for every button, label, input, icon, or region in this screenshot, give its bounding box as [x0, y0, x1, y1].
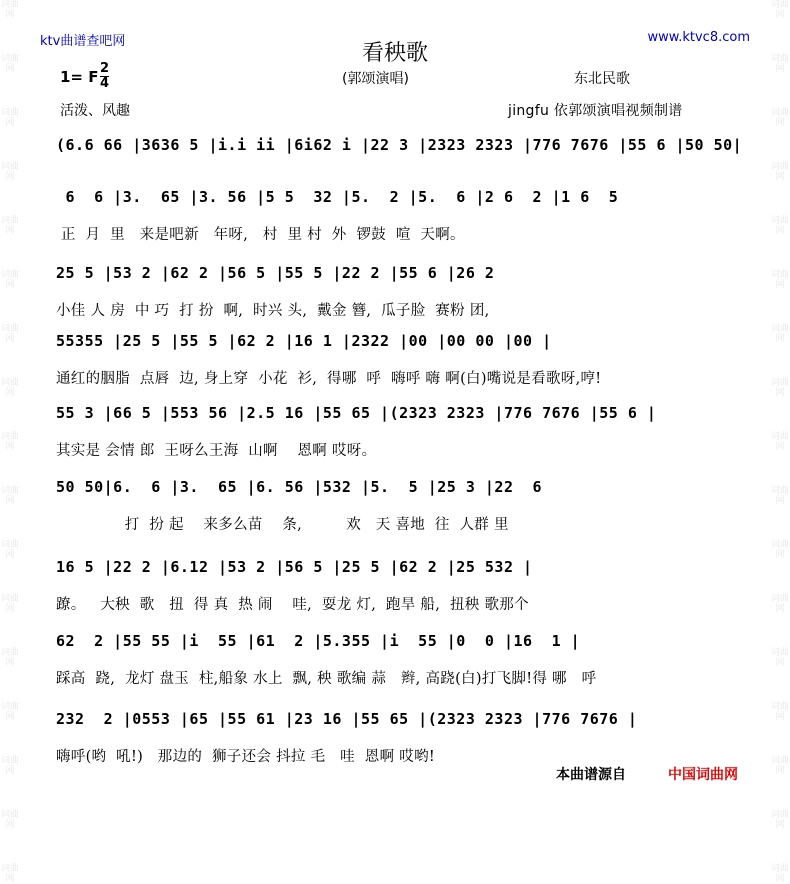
watermark-text: 词曲网	[0, 378, 19, 398]
source-site-link[interactable]: 中国词曲网	[668, 767, 738, 783]
watermark-text: 词曲网	[0, 702, 19, 722]
song-title: 看秧歌	[361, 41, 428, 66]
watermark-text: 词曲网	[0, 540, 19, 560]
watermark-text: 词曲网	[770, 486, 789, 506]
score-line	[56, 398, 746, 480]
watermark-text: 词曲网	[770, 810, 789, 830]
watermark-text: 词曲网	[770, 702, 789, 722]
watermark-text: 词曲网	[770, 648, 789, 668]
watermark-text: 词曲网	[0, 216, 19, 236]
notation-row: 6 6 |3. 65 |3. 56 |5 5 32 |5. 2 |5. 6 |2 6 2 |1 6 5	[56, 188, 628, 206]
watermark-text: 词曲网	[770, 324, 789, 344]
score-line	[56, 626, 746, 708]
watermark-text: 词曲网	[770, 54, 789, 74]
watermark-text: 词曲网	[770, 162, 789, 182]
watermark-text: 词曲网	[770, 0, 789, 20]
notation-row: 232 2 |0553 |65 |55 61 |23 16 |55 65 |(2323 2323 |776 7676 |	[56, 710, 638, 728]
score-line	[56, 552, 746, 634]
source-label: 本曲谱源自	[556, 767, 626, 783]
watermark-text: 词曲网	[770, 216, 789, 236]
watermark-text: 词曲网	[770, 432, 789, 452]
score-line	[56, 326, 746, 408]
watermark-text: 词曲网	[770, 270, 789, 290]
watermark-strip-right	[770, 0, 790, 884]
transcription-credit: jingfu 依郭颂演唱视频制谱	[508, 103, 683, 119]
watermark-text: 词曲网	[0, 0, 19, 20]
watermark-text: 词曲网	[0, 486, 19, 506]
time-signature-denominator: 4	[100, 76, 110, 91]
notation-row: 25 5 |53 2 |62 2 |56 5 |55 5 |22 2 |55 6 |26 2	[56, 264, 504, 282]
watermark-text: 词曲网	[0, 594, 19, 614]
notation-row: 55 3 |66 5 |553 56 |2.5 16 |55 65 |(2323 2323 |776 7676 |55 6 |	[56, 404, 657, 422]
score-line	[56, 182, 746, 264]
watermark-text: 词曲网	[0, 864, 19, 884]
lyrics-row: 正 月 里 来是吧新 年呀, 村 里 村 外 锣鼓 喧 天啊。	[56, 227, 465, 243]
watermark-text: 词曲网	[770, 378, 789, 398]
notation-row: 50 50|6. 6 |3. 65 |6. 56 |532 |5. 5 |25 3 |22 6	[56, 478, 552, 496]
watermark-text: 词曲网	[0, 270, 19, 290]
site-link-right[interactable]: www.ktvc8.com	[647, 30, 750, 45]
lyrics-row: 嗨呼(哟 吼!) 那边的 狮子还会 抖拉 毛 哇 恩啊 哎哟!	[56, 749, 436, 765]
watermark-text: 词曲网	[770, 108, 789, 128]
watermark-text: 词曲网	[770, 540, 789, 560]
watermark-strip-left	[0, 0, 20, 884]
lyrics-row: 踩高 跷, 龙灯 盘玉 柱,船象 水上 飘, 秧 歌编 蒜 辫, 高跷(白)打飞脚!得 哪 呼	[56, 671, 597, 687]
key-signature: 1= F	[60, 68, 99, 86]
watermark-text: 词曲网	[0, 648, 19, 668]
singer: (郭颂演唱)	[342, 71, 409, 87]
time-signature-numerator: 2	[100, 61, 110, 76]
lyrics-row: 通红的胭脂 点唇 边, 身上穿 小花 衫, 得哪 呼 嗨呼 嗨 啊(白)嘴说是看歌呀,哼!	[56, 371, 602, 387]
watermark-text: 词曲网	[770, 756, 789, 776]
lyrics-row: 蹽。 大秧 歌 扭 得 真 热 闹 哇, 耍龙 灯, 跑旱 船, 扭秧 歌那个	[56, 597, 529, 613]
lyrics-row: 小佳 人 房 中 巧 打 扮 啊, 时兴 头, 戴金 簪, 瓜子脸 赛粉 团,	[56, 303, 490, 319]
watermark-text: 词曲网	[0, 324, 19, 344]
watermark-text: 词曲网	[770, 594, 789, 614]
notation-row: 62 2 |55 55 |i 55 |61 2 |5.355 |i 55 |0 0 |16 1 |	[56, 632, 581, 650]
lyrics-row: 打 扮 起 来多么苗 条, 欢 天 喜地 往 人群 里	[56, 517, 509, 533]
notation-row: (6.6 66 |3636 5 |i.i ii |6i62 i |22 3 |2323 2323 |776 7676 |55 6 |50 50|	[56, 136, 743, 154]
lyrics-row: 其实是 会情 郎 王呀么王海 山啊 恩啊 哎呀。	[56, 443, 377, 459]
notation-row: 16 5 |22 2 |6.12 |53 2 |56 5 |25 5 |62 2 |25 532 |	[56, 558, 533, 576]
tempo-marking: 活泼、风趣	[60, 103, 130, 119]
watermark-text: 词曲网	[0, 432, 19, 452]
watermark-text: 词曲网	[770, 864, 789, 884]
score-line	[56, 472, 746, 554]
site-link-left[interactable]: ktv曲谱查吧网	[40, 34, 126, 49]
notation-row: 55355 |25 5 |55 5 |62 2 |16 1 |2322 |00 |00 00 |00 |	[56, 332, 552, 350]
watermark-text: 词曲网	[0, 810, 19, 830]
genre: 东北民歌	[574, 71, 630, 87]
watermark-text: 词曲网	[0, 54, 19, 74]
watermark-text: 词曲网	[0, 108, 19, 128]
time-signature	[100, 62, 109, 91]
watermark-text: 词曲网	[0, 756, 19, 776]
score-line	[56, 704, 746, 786]
watermark-text: 词曲网	[0, 162, 19, 182]
